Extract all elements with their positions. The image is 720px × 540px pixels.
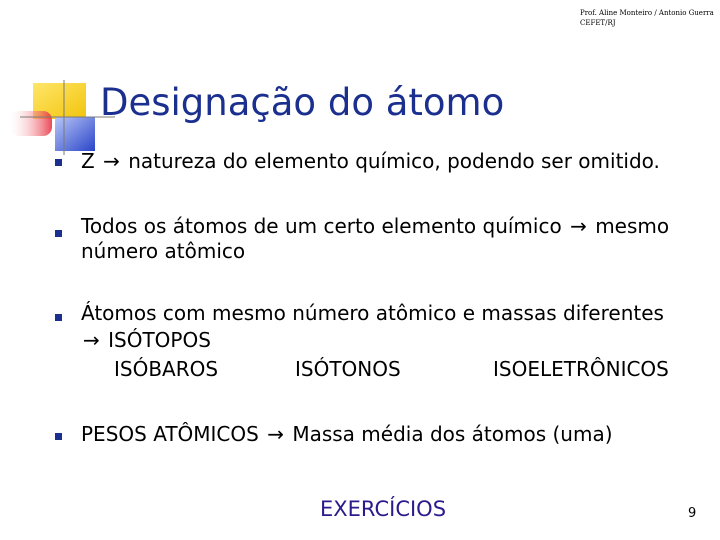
bullet-3-isotopos: ISÓTOPOS <box>108 328 211 352</box>
slide-title: Designação do átomo <box>100 81 505 124</box>
credit-line-1: Prof. Aline Monteiro / Antonio Guerra <box>580 9 714 17</box>
bullet-2-prefix: Todos os átomos de um certo elemento químico <box>81 214 562 238</box>
bullet-2-suffix: mesmo <box>595 214 670 238</box>
square-bullet-icon <box>55 433 62 440</box>
exercises-link[interactable]: EXERCÍCIOS <box>320 497 447 521</box>
credit-line-2: CEFET/RJ <box>580 19 616 27</box>
bullet-3-line-1: Átomos com mesmo número atômico e massas diferentes <box>81 301 664 325</box>
right-arrow-icon: → <box>103 149 120 173</box>
square-bullet-icon <box>55 159 62 166</box>
square-bullet-icon <box>55 230 62 237</box>
logo-blue-square <box>55 117 95 151</box>
bullet-3-term-isobaros: ISÓBAROS <box>114 357 219 381</box>
bullet-2-line-1 <box>81 214 669 239</box>
right-arrow-icon: → <box>570 214 587 238</box>
bullet-4-suffix: Massa média dos átomos (uma) <box>292 422 613 446</box>
bullet-1-text <box>81 149 660 174</box>
right-arrow-icon: → <box>267 422 284 446</box>
right-arrow-icon: → <box>83 328 100 352</box>
bullet-2-line-2: número atômico <box>81 239 246 263</box>
bullet-4-text <box>81 422 613 447</box>
bullet-3-line-2 <box>81 328 211 353</box>
bullet-1-prefix: Z <box>81 149 95 173</box>
bullet-3-term-isotonos: ISÓTONOS <box>295 357 401 381</box>
bullet-1-description: natureza do elemento químico, podendo ser omitido. <box>128 149 660 173</box>
square-bullet-icon <box>55 314 62 321</box>
bullet-3-term-isoeletronicos: ISOELETRÔNICOS <box>493 357 669 381</box>
page-number: 9 <box>688 506 697 521</box>
credit-block <box>580 8 714 28</box>
bullet-4-prefix: PESOS ATÔMICOS <box>81 422 259 446</box>
logo-red-bar <box>10 111 52 136</box>
